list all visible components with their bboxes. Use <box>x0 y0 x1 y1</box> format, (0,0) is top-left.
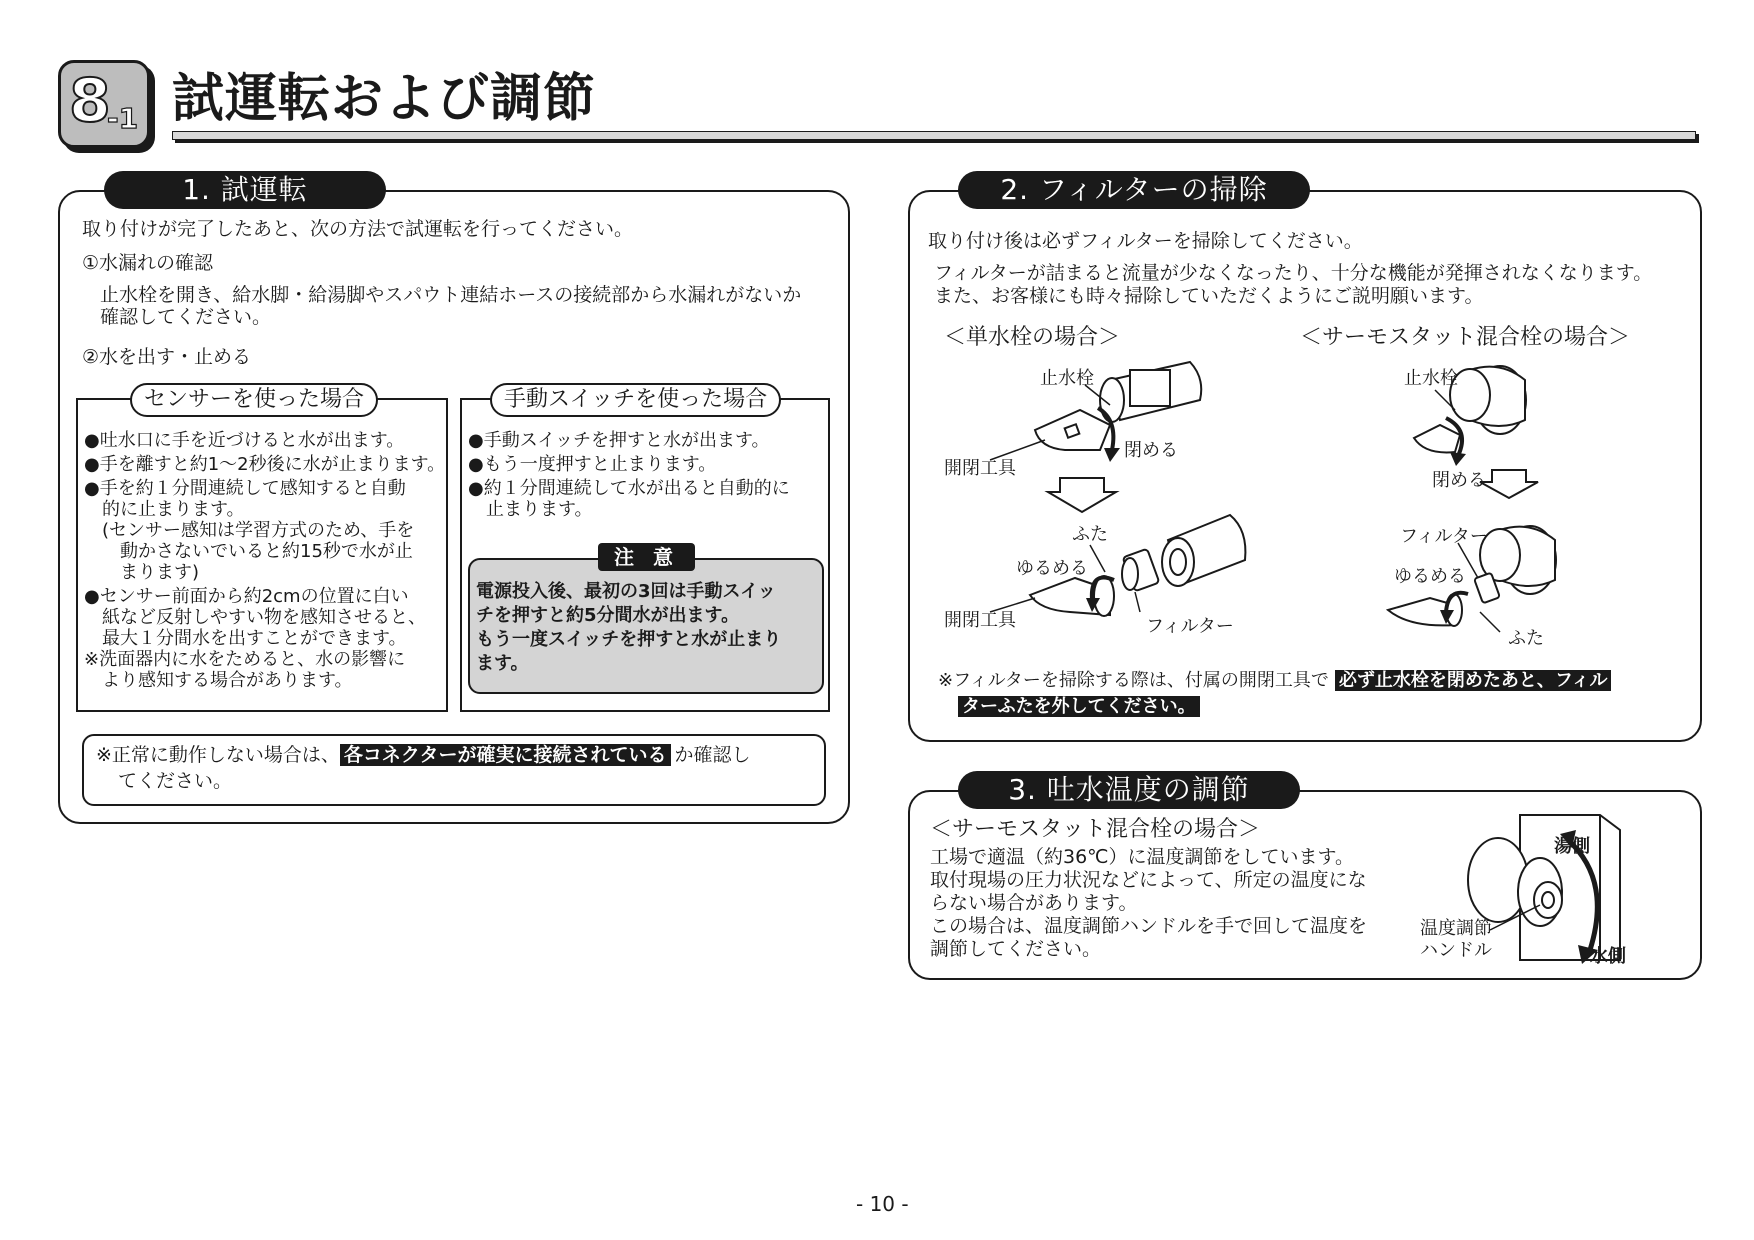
section-filter-cleaning-title: 2. フィルターの掃除 <box>958 171 1310 209</box>
sensor-line: 最大１分間水を出すことができます。 <box>84 628 407 649</box>
sensor-line: ●センサー前面から約2cmの位置に白い <box>84 586 409 607</box>
caution-line: ます。 <box>476 653 529 674</box>
section-number-badge <box>58 60 150 148</box>
section-test-run-intro: 取り付けが完了したあと、次の方法で試運転を行ってください。 <box>82 218 634 240</box>
temp-line: この場合は、温度調節ハンドルを手で回して温度を <box>930 915 1368 937</box>
sensor-line: ●吐水口に手を近づけると水が出ます。 <box>84 430 405 451</box>
filter-note-highlight-1: 必ず止水栓を閉めたあと、フィル <box>1335 670 1612 691</box>
temp-line: 工場で適温（約36℃）に温度調節をしています。 <box>930 846 1354 868</box>
badge-sub-number: -1 <box>107 102 139 135</box>
connector-note-highlight: 各コネクターが確実に接続されている <box>340 744 671 766</box>
section-temperature-adjust-title: 3. 吐水温度の調節 <box>958 771 1300 809</box>
label-cap-left: ふた <box>1072 524 1108 545</box>
filter-desc-line-1: フィルターが詰まると流量が少なくなったり、十分な機能が発揮されなくなります。 <box>934 262 1653 284</box>
caution-line: 電源投入後、最初の3回は手動スイッ <box>476 581 776 602</box>
label-close-right: 閉める <box>1432 470 1486 491</box>
manual-line: ●約１分間連続して水が出ると自動的に <box>468 478 790 499</box>
connector-note-line-1 <box>96 744 751 767</box>
sensor-line: まります) <box>84 562 200 583</box>
filter-note-line-1 <box>938 670 1611 691</box>
manual-line: 止まります。 <box>468 499 593 520</box>
step2-title: ②水を出す・止める <box>82 346 252 368</box>
sensor-line: ●手を離すと約1～2秒後に水が止まります。 <box>84 454 446 475</box>
manual-list <box>468 430 790 520</box>
filter-desc-line-2: また、お客様にも時々掃除していただくようにご説明願います。 <box>934 285 1484 307</box>
filter-note-prefix: ※フィルターを掃除する際は、付属の開閉工具で <box>938 670 1329 691</box>
caution-line: チを押すと約5分間水が出ます。 <box>476 605 740 626</box>
label-cap-right: ふた <box>1508 628 1544 649</box>
step1-line-1: 止水栓を開き、給水脚・給湯脚やスパウト連結ホースの接続部から水漏れがないか <box>100 284 802 306</box>
label-filter-right: フィルター <box>1400 526 1488 547</box>
sensor-line: (センサー感知は学習方式のため、手を <box>84 520 415 541</box>
temp-subtitle: ＜サーモスタット混合栓の場合＞ <box>930 817 1261 842</box>
step1-line-2: 確認してください。 <box>100 306 272 328</box>
caution-text <box>476 580 781 676</box>
caution-line: もう一度スイッチを押すと水が止まり <box>476 629 782 650</box>
connector-note-line-2: てください。 <box>118 770 233 792</box>
fig-single-faucet-title: ＜単水栓の場合＞ <box>944 325 1121 350</box>
page-title: 試運転および調節 <box>172 69 597 129</box>
connector-note-prefix: ※正常に動作しない場合は、 <box>96 744 340 766</box>
label-filter-left: フィルター <box>1146 616 1234 637</box>
label-loosen-left: ゆるめる <box>1016 558 1088 579</box>
title-underline <box>172 131 1696 140</box>
page-number: - 10 - <box>856 1192 909 1216</box>
label-loosen-right: ゆるめる <box>1394 566 1466 587</box>
label-handle-line-2: ハンドル <box>1420 940 1492 961</box>
temp-text <box>930 846 1367 961</box>
caution-tag: 注 意 <box>598 543 695 571</box>
manual-line: ●もう一度押すと止まります。 <box>468 454 717 475</box>
section-test-run-title: 1. 試運転 <box>104 171 386 209</box>
temperature-handle-illustration <box>0 0 1 1</box>
sensor-line: ※洗面器内に水をためると、水の影響に <box>84 649 406 670</box>
temp-line: 取付現場の圧力状況などによって、所定の温度にな <box>930 869 1367 891</box>
sensor-line: 紙など反射しやすい物を感知させると、 <box>84 607 426 628</box>
sensor-line: ●手を約１分間連続して感知すると自動 <box>84 478 406 499</box>
sensor-box-title: センサーを使った場合 <box>130 383 378 417</box>
sensor-line: より感知する場合があります。 <box>84 670 353 691</box>
connector-note-suffix: か確認し <box>674 744 751 766</box>
label-cold-side: 水側 <box>1590 946 1626 967</box>
sensor-line: 的に止まります。 <box>84 499 245 520</box>
badge-number: 8 <box>69 66 111 136</box>
filter-intro: 取り付け後は必ずフィルターを掃除してください。 <box>928 230 1363 252</box>
label-handle-line-1: 温度調節 <box>1420 918 1492 939</box>
sensor-line: 動かさないでいると約15秒で水が止 <box>84 541 413 562</box>
label-close-left: 閉める <box>1124 440 1178 461</box>
temp-line: 調節してください。 <box>930 938 1102 960</box>
label-tool-top-left: 開閉工具 <box>944 458 1016 479</box>
fig-thermostat-title: ＜サーモスタット混合栓の場合＞ <box>1300 325 1631 350</box>
filter-note-highlight-2: ターふたを外してください。 <box>958 696 1200 717</box>
manual-line: ●手動スイッチを押すと水が出ます。 <box>468 430 770 451</box>
filter-note-line-2 <box>958 696 1200 717</box>
label-stop-valve-left: 止水栓 <box>1040 368 1094 389</box>
temp-line: らない場合があります。 <box>930 892 1138 914</box>
label-tool-bottom-left: 開閉工具 <box>944 610 1016 631</box>
label-hot-side: 湯側 <box>1554 836 1590 857</box>
manual-switch-box-title: 手動スイッチを使った場合 <box>490 383 781 417</box>
step1-title: ①水漏れの確認 <box>82 252 214 274</box>
label-stop-valve-right: 止水栓 <box>1404 368 1458 389</box>
sensor-list <box>84 430 445 691</box>
